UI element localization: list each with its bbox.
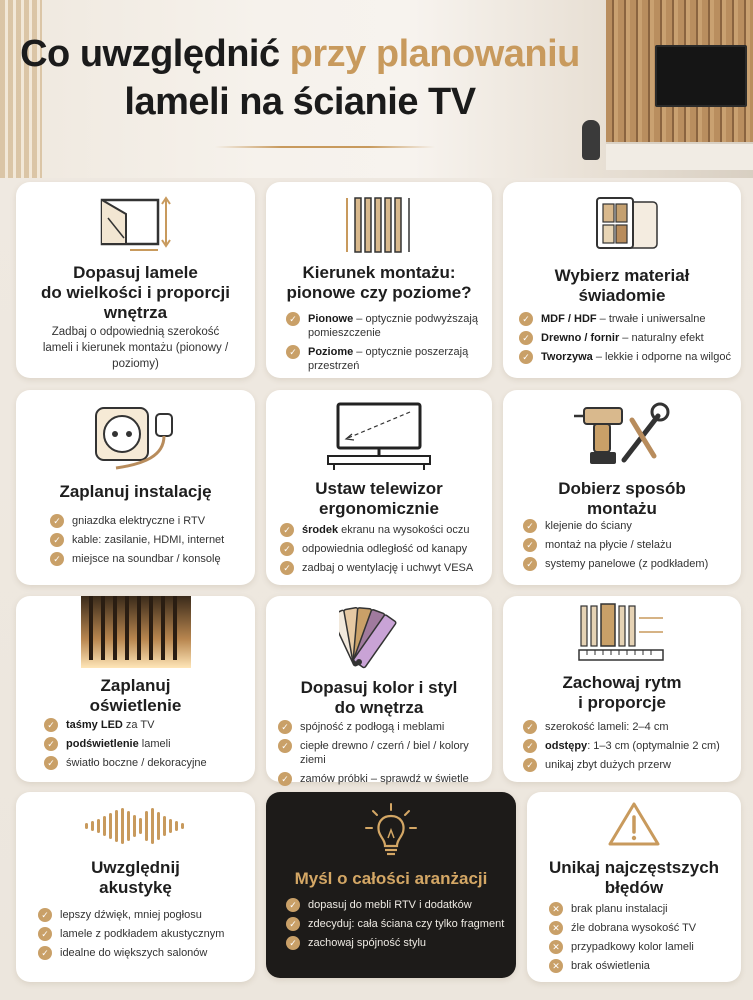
color-swatch-icon bbox=[339, 602, 419, 672]
list-item: ✓ lamele z podkładem akustycznym bbox=[38, 927, 245, 941]
list-item: ✓ lepszy dźwięk, mniej pogłosu bbox=[38, 908, 245, 922]
tv-decoration bbox=[655, 45, 747, 107]
socket-plug-icon bbox=[86, 400, 186, 472]
title-part1: Co uwzględnić bbox=[20, 33, 290, 75]
card-list bbox=[549, 902, 731, 978]
sound-wave-bar bbox=[157, 812, 160, 840]
list-item: ✓ światło boczne / dekoracyjne bbox=[44, 756, 245, 770]
list-item: ✓ gniazdka elektryczne i RTV bbox=[50, 514, 245, 528]
card-color-style bbox=[266, 596, 492, 785]
check-icon: ✓ bbox=[519, 331, 533, 345]
list-item: ✓ zamów próbki – sprawdź w świetle bbox=[278, 772, 482, 786]
list-item: ✕ brak oświetlenia bbox=[549, 959, 731, 973]
check-icon: ✓ bbox=[38, 946, 52, 960]
ruler-slats-icon bbox=[577, 602, 667, 666]
check-icon: ✓ bbox=[50, 533, 64, 547]
list-item: ✓ dopasuj do mebli RTV i dodatków bbox=[286, 898, 506, 912]
check-icon: ✓ bbox=[286, 312, 300, 326]
check-icon: ✓ bbox=[523, 758, 537, 772]
list-item: ✓ MDF / HDF – trwałe i uniwersalne bbox=[519, 312, 731, 326]
slat-direction-icon bbox=[341, 194, 417, 256]
header-banner bbox=[0, 0, 753, 178]
x-icon: ✕ bbox=[549, 959, 563, 973]
title-line2: lameli na ścianie TV bbox=[124, 81, 476, 123]
sound-wave-bar bbox=[109, 813, 112, 839]
card-title: Kierunek montażu: pionowe czy poziome? bbox=[286, 263, 472, 302]
check-icon: ✓ bbox=[38, 908, 52, 922]
sound-wave-bar bbox=[145, 811, 148, 841]
card-title: Dobierz sposób montażu bbox=[558, 479, 686, 518]
list-item: ✓ klejenie do ściany bbox=[523, 519, 731, 533]
check-icon: ✓ bbox=[286, 917, 300, 931]
title-underline bbox=[215, 146, 435, 148]
tools-icon bbox=[572, 398, 672, 472]
warning-icon bbox=[606, 800, 662, 848]
card-list bbox=[523, 519, 731, 576]
list-item: ✓ taśmy LED za TV bbox=[44, 718, 245, 732]
card-overall-arrangement bbox=[266, 792, 516, 978]
x-icon: ✕ bbox=[549, 921, 563, 935]
card-rhythm-proportion bbox=[503, 596, 741, 782]
sound-wave-bar bbox=[169, 819, 172, 833]
check-icon: ✓ bbox=[523, 739, 537, 753]
card-list bbox=[280, 523, 482, 580]
card-title: Dopasuj kolor i styl do wnętrza bbox=[300, 678, 458, 717]
measure-frame-icon bbox=[96, 194, 176, 256]
list-item: ✓ Pionowe – optycznie podwyższają pomieszczenie bbox=[286, 312, 482, 340]
list-item: ✓ szerokość lameli: 2–4 cm bbox=[523, 720, 731, 734]
card-list bbox=[523, 720, 731, 777]
card-title: Zaplanuj oświetlenie bbox=[89, 676, 182, 715]
sound-wave-bar bbox=[175, 821, 178, 831]
x-icon: ✕ bbox=[549, 902, 563, 916]
tv-cabinet-decoration bbox=[606, 142, 753, 170]
sound-wave-bar bbox=[103, 816, 106, 836]
tv-stand-icon bbox=[324, 400, 434, 472]
list-item: ✓ zdecyduj: cała ściana czy tylko fragment bbox=[286, 917, 506, 931]
sound-wave-bar bbox=[151, 808, 154, 844]
list-item: ✓ ciepłe drewno / czerń / biel / kolory ziemi bbox=[278, 739, 482, 767]
card-title: Dopasuj lamele do wielkości i proporcji wnętrza bbox=[41, 263, 230, 322]
card-list bbox=[519, 312, 731, 369]
check-icon: ✓ bbox=[286, 936, 300, 950]
list-item: ✓ odstępy: 1–3 cm (optymalnie 2 cm) bbox=[523, 739, 731, 753]
check-icon: ✓ bbox=[523, 720, 537, 734]
card-list bbox=[278, 720, 482, 791]
check-icon: ✓ bbox=[280, 542, 294, 556]
check-icon: ✓ bbox=[519, 350, 533, 364]
list-item: ✓ unikaj zbyt dużych przerw bbox=[523, 758, 731, 772]
list-item: ✓ środek ekranu na wysokości oczu bbox=[280, 523, 482, 537]
check-icon: ✓ bbox=[523, 538, 537, 552]
check-icon: ✓ bbox=[44, 737, 58, 751]
card-size-proportion bbox=[16, 182, 255, 378]
list-item: ✓ podświetlenie lameli bbox=[44, 737, 245, 751]
check-icon: ✓ bbox=[523, 519, 537, 533]
list-item: ✓ montaż na płycie / stelażu bbox=[523, 538, 731, 552]
sound-wave-bar bbox=[133, 815, 136, 837]
card-list bbox=[50, 514, 245, 571]
list-item: ✓ odpowiednia odległość od kanapy bbox=[280, 542, 482, 556]
check-icon: ✓ bbox=[519, 312, 533, 326]
sound-wave-icon bbox=[81, 806, 191, 846]
check-icon: ✓ bbox=[38, 927, 52, 941]
check-icon: ✓ bbox=[280, 561, 294, 575]
card-acoustics bbox=[16, 792, 255, 982]
page-title bbox=[0, 30, 600, 126]
list-item: ✓ zadbaj o wentylację i uchwyt VESA bbox=[280, 561, 482, 575]
x-icon: ✕ bbox=[549, 940, 563, 954]
list-item: ✓ miejsce na soundbar / konsolę bbox=[50, 552, 245, 566]
check-icon: ✓ bbox=[44, 756, 58, 770]
check-icon: ✓ bbox=[523, 557, 537, 571]
check-icon: ✓ bbox=[50, 514, 64, 528]
card-common-mistakes bbox=[527, 792, 741, 982]
list-item: ✓ idealne do większych salonów bbox=[38, 946, 245, 960]
led-slats-icon bbox=[81, 596, 191, 668]
card-title: Wybierz materiał świadomie bbox=[554, 266, 690, 305]
card-material bbox=[503, 182, 741, 378]
sound-wave-bar bbox=[121, 808, 124, 844]
card-tv-ergonomics bbox=[266, 390, 492, 585]
list-item: ✓ Tworzywa – lekkie i odporne na wilgoć bbox=[519, 350, 731, 364]
sound-wave-bar bbox=[127, 811, 130, 841]
card-list bbox=[286, 312, 482, 378]
material-samples-icon bbox=[577, 194, 667, 256]
card-title: Unikaj najczęstszych błędów bbox=[548, 858, 720, 897]
check-icon: ✓ bbox=[278, 739, 292, 753]
check-icon: ✓ bbox=[278, 772, 292, 786]
list-item: ✓ zachowaj spójność stylu bbox=[286, 936, 506, 950]
check-icon: ✓ bbox=[50, 552, 64, 566]
card-mounting-method bbox=[503, 390, 741, 585]
list-item: ✓ spójność z podłogą i meblami bbox=[278, 720, 482, 734]
card-title: Zaplanuj instalację bbox=[59, 482, 212, 501]
card-description: Zadbaj o odpowiednią szerokość lameli i kierunek montażu (pionowy / poziomy) bbox=[42, 326, 229, 370]
vase-decoration bbox=[582, 120, 600, 160]
list-item: ✕ źle dobrana wysokość TV bbox=[549, 921, 731, 935]
lightbulb-icon bbox=[361, 802, 421, 862]
card-title: Uwzględnij akustykę bbox=[91, 858, 180, 897]
sound-wave-bar bbox=[91, 821, 94, 831]
check-icon: ✓ bbox=[286, 345, 300, 359]
check-icon: ✓ bbox=[280, 523, 294, 537]
check-icon: ✓ bbox=[286, 898, 300, 912]
sound-wave-bar bbox=[115, 810, 118, 842]
list-item: ✓ Drewno / fornir – naturalny efekt bbox=[519, 331, 731, 345]
title-accent: przy planowaniu bbox=[289, 33, 580, 75]
card-list bbox=[286, 898, 506, 955]
sound-wave-bar bbox=[163, 816, 166, 836]
card-title: Myśl o całości aranżacji bbox=[294, 869, 488, 888]
list-item: ✕ brak planu instalacji bbox=[549, 902, 731, 916]
list-item: ✓ Poziome – optycznie poszerzają przestrzeń bbox=[286, 345, 482, 373]
list-item: ✓ kable: zasilanie, HDMI, internet bbox=[50, 533, 245, 547]
list-item: ✓ systemy panelowe (z podkładem) bbox=[523, 557, 731, 571]
card-title: Ustaw telewizor ergonomicznie bbox=[315, 479, 443, 518]
list-item: ✕ przypadkowy kolor lameli bbox=[549, 940, 731, 954]
check-icon: ✓ bbox=[278, 720, 292, 734]
card-list bbox=[44, 718, 245, 775]
sound-wave-bar bbox=[181, 823, 184, 829]
sound-wave-bar bbox=[139, 818, 142, 834]
card-mount-direction bbox=[266, 182, 492, 378]
card-list bbox=[38, 908, 245, 965]
card-title: Zachowaj rytm i proporcje bbox=[562, 673, 682, 712]
check-icon: ✓ bbox=[44, 718, 58, 732]
card-installation bbox=[16, 390, 255, 585]
sound-wave-bar bbox=[97, 819, 100, 833]
sound-wave-bar bbox=[85, 823, 88, 829]
card-lighting bbox=[16, 596, 255, 782]
